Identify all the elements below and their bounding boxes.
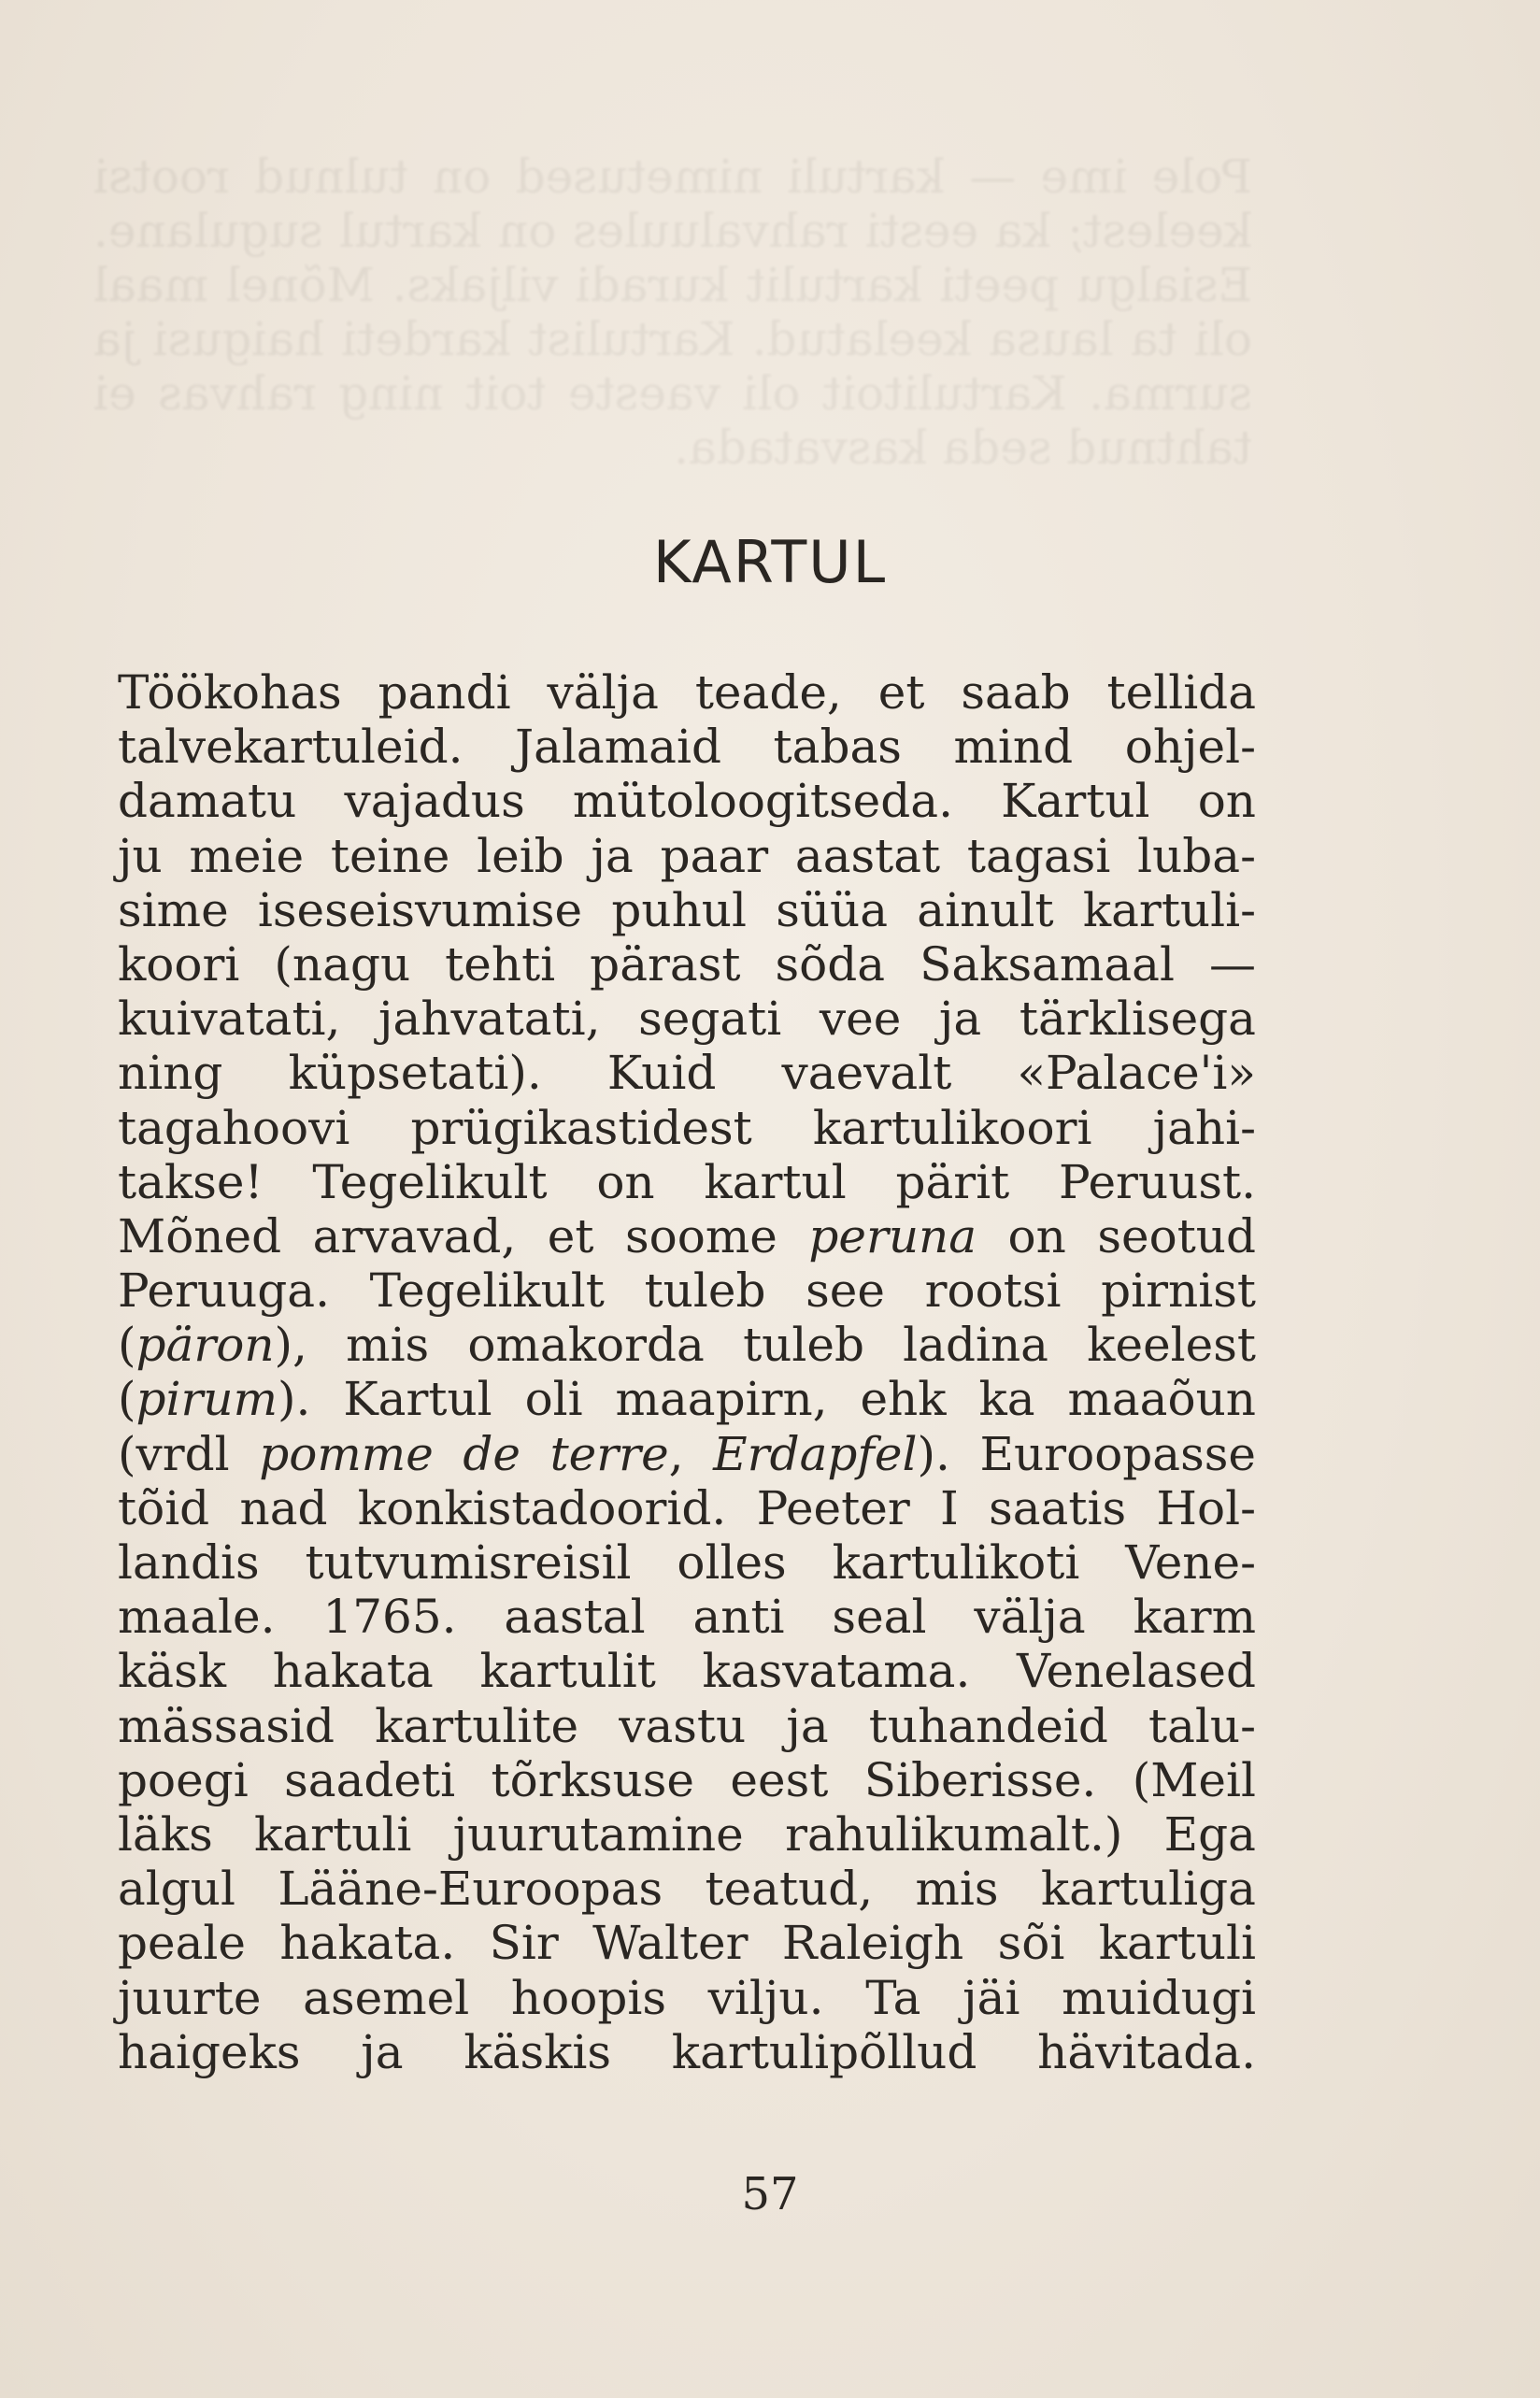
text-line: talvekartuleid. Jalamaid tabas mind ohjel- bbox=[118, 720, 1256, 775]
text-line: kuivatati, jahvatati, segati vee ja tärklisega bbox=[118, 992, 1256, 1047]
text-line: tagahoovi prügikastidest kartulikoori jahi- bbox=[118, 1100, 1256, 1155]
text-line: läks kartuli juurutamine rahulikumalt.) Ega bbox=[118, 1806, 1256, 1862]
text-line: ning küpsetati). Kuid vaevalt «Palace'i» bbox=[118, 1046, 1256, 1101]
page-number: 57 bbox=[741, 2168, 799, 2220]
text-line: (päron), mis omakorda tuleb ladina keelest bbox=[118, 1318, 1256, 1373]
text-line: Peruuga. Tegelikult tuleb see rootsi pirnist bbox=[118, 1263, 1256, 1319]
text-line: ju meie teine leib ja paar aastat tagasi luba- bbox=[118, 828, 1256, 883]
text-line: haigeks ja käskis kartulipõllud hävitada. bbox=[118, 2024, 1256, 2079]
body-text bbox=[118, 665, 1256, 2079]
text-line: juurte asemel hoopis vilju. Ta jäi muidugi bbox=[118, 1970, 1256, 2025]
chapter-title: KARTUL bbox=[652, 528, 888, 596]
text-line: koori (nagu tehti pärast sõda Saksamaal — bbox=[118, 936, 1256, 992]
text-line: (vrdl pomme de terre, Erdapfel). Euroopasse bbox=[118, 1426, 1257, 1481]
text-line: maale. 1765. aastal anti seal välja karm bbox=[118, 1590, 1256, 1645]
text-line: tõid nad konkistadoorid. Peeter I saatis Hol- bbox=[118, 1480, 1256, 1535]
text-line: algul Lääne-Euroopas teatud, mis kartuliga bbox=[118, 1862, 1256, 1917]
text-line: (pirum). Kartul oli maapirn, ehk ka maaõun bbox=[118, 1372, 1256, 1427]
text-line: sime iseseisvumise puhul süüa ainult kartuli- bbox=[118, 882, 1256, 937]
text-line: käsk hakata kartulit kasvatama. Venelased bbox=[118, 1644, 1256, 1699]
text-line: Töökohas pandi välja teade, et saab tellida bbox=[118, 665, 1256, 720]
text-line: damatu vajadus mütoloogitseda. Kartul on bbox=[118, 774, 1256, 829]
text-line: mässasid kartulite vastu ja tuhandeid talu- bbox=[118, 1698, 1256, 1753]
text-line: Mõned arvavad, et soome peruna on seotud bbox=[118, 1208, 1257, 1263]
show-through-text: Pole ime — kartuli nimetused on tulnud rootsi keelest; ka eesti rahvaluules on kartul sugulane. Esialgu peeti kartulit kuradi viljaks. Mõnel maal oli ta lausa keelatud. Kartulist kardeti haigusi ja surma. Kartulitoit oli vaeste toit ning rahvas ei tahtnud seda kasvatada. bbox=[93, 150, 1252, 475]
text-line: takse! Tegelikult on kartul pärit Peruust. bbox=[118, 1154, 1256, 1209]
text-line: poegi saadeti tõrksuse eest Siberisse. (Meil bbox=[118, 1752, 1256, 1807]
text-line: landis tutvumisreisil olles kartulikoti Vene- bbox=[118, 1535, 1256, 1590]
text-line: peale hakata. Sir Walter Raleigh sõi kartuli bbox=[118, 1916, 1256, 1971]
